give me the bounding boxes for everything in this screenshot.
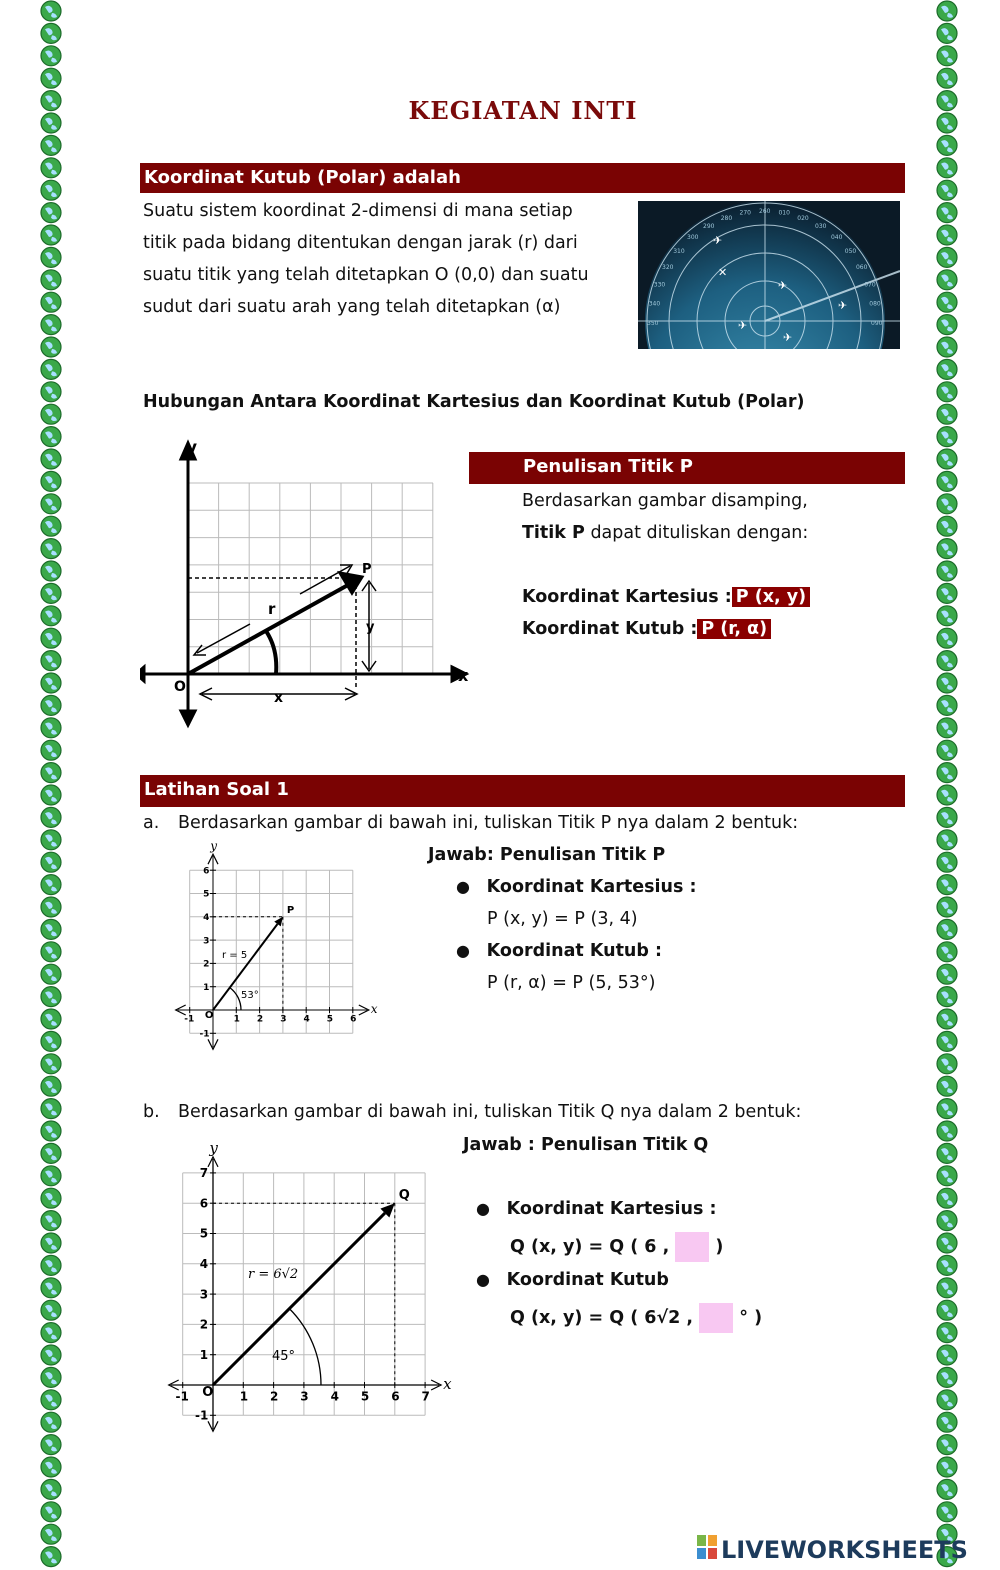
radar-tick-label: 060 bbox=[855, 264, 868, 271]
globe-icon bbox=[41, 1457, 61, 1477]
polar-definition-line: Suatu sistem koordinat 2-dimensi di mana setiap bbox=[143, 201, 573, 221]
answer-a-kutub bbox=[456, 935, 662, 967]
angle-value-label: 45° bbox=[272, 1349, 296, 1364]
globe-icon bbox=[937, 180, 957, 200]
globe-icon bbox=[937, 315, 957, 335]
globe-icon bbox=[41, 315, 61, 335]
plane-icon: ✈ bbox=[783, 331, 793, 344]
penulisan-header: Penulisan Titik P bbox=[469, 452, 905, 484]
globe-icon bbox=[937, 23, 957, 43]
globe-icon bbox=[41, 23, 61, 43]
globe-icon bbox=[41, 359, 61, 379]
polar-definition-line: titik pada bidang ditentukan dengan jarak (r) dari bbox=[143, 233, 578, 253]
answer-angle-input[interactable] bbox=[699, 1303, 733, 1333]
y-axis-label: y bbox=[210, 839, 218, 854]
plane-icon: ✈ bbox=[778, 279, 788, 292]
bullet-icon: ● bbox=[476, 1199, 490, 1218]
bullet-icon: ● bbox=[476, 1270, 490, 1289]
graph-a bbox=[172, 838, 392, 1058]
globe-icon bbox=[937, 1367, 957, 1387]
liveworksheets-watermark bbox=[697, 1531, 987, 1561]
cartesian-polar-diagram bbox=[140, 435, 470, 730]
radar-tick-label: 020 bbox=[797, 214, 809, 222]
globe-icon bbox=[937, 583, 957, 603]
globe-icon bbox=[937, 1255, 957, 1275]
question-b-text: Berdasarkan gambar di bawah ini, tuliskan Titik Q nya dalam 2 bentuk: bbox=[178, 1102, 802, 1122]
x-tick-label: 5 bbox=[360, 1389, 370, 1404]
globe-icon bbox=[41, 382, 61, 402]
globe-icon bbox=[937, 203, 957, 223]
radar-tick-label: 050 bbox=[844, 248, 857, 256]
y-tick-label: 3 bbox=[199, 1287, 209, 1302]
globe-icon bbox=[937, 1099, 957, 1119]
angle-arc bbox=[289, 1309, 321, 1385]
globe-icon bbox=[41, 1412, 61, 1432]
globe-icon bbox=[937, 1076, 957, 1096]
answer-b-kartesius-prefix: Q (x, y) = Q ( 6 , bbox=[510, 1237, 670, 1257]
answer-b-heading: Jawab : Penulisan Titik Q bbox=[463, 1135, 709, 1155]
globe-icon bbox=[41, 987, 61, 1007]
watermark-text: LIVEWORKSHEETS bbox=[721, 1536, 968, 1563]
globe-icon bbox=[41, 494, 61, 514]
globe-icon bbox=[41, 1547, 61, 1567]
y-distance-label: y bbox=[366, 620, 375, 635]
globe-icon bbox=[41, 1435, 61, 1455]
radar-tick-label: 080 bbox=[869, 300, 881, 308]
radar-tick-label: 070 bbox=[864, 281, 876, 289]
r-label: r bbox=[268, 600, 276, 618]
radar-tick-label: 280 bbox=[720, 214, 733, 222]
globe-icon bbox=[41, 1009, 61, 1029]
globe-icon bbox=[937, 158, 957, 178]
globe-icon bbox=[937, 1435, 957, 1455]
globe-icon bbox=[41, 471, 61, 491]
globe-icon bbox=[937, 628, 957, 648]
polar-definition-line: sudut dari suatu arah yang telah ditetapkan (α) bbox=[143, 297, 561, 317]
globe-icon bbox=[41, 785, 61, 805]
x-tick-label: 1 bbox=[233, 1014, 240, 1025]
globe-icon bbox=[41, 427, 61, 447]
globe-icon bbox=[41, 46, 61, 66]
y-tick-label: 1 bbox=[199, 1347, 209, 1362]
radar-tick-label: 310 bbox=[673, 248, 685, 256]
globe-icon bbox=[41, 404, 61, 424]
globe-icon bbox=[41, 1211, 61, 1231]
globe-icon bbox=[937, 382, 957, 402]
globe-icon bbox=[937, 1233, 957, 1253]
globe-icon bbox=[41, 449, 61, 469]
y-axis-label: y bbox=[209, 1138, 218, 1157]
globe-icon bbox=[937, 718, 957, 738]
angle-value-label: 53° bbox=[241, 990, 259, 1001]
axis-y-label: y bbox=[186, 438, 198, 458]
kartesius-value: P (x, y) bbox=[732, 587, 810, 607]
x-tick-label: -1 bbox=[184, 1014, 195, 1025]
x-tick-label: 2 bbox=[256, 1014, 264, 1025]
globe-icon bbox=[937, 1345, 957, 1365]
question-a-marker: a. bbox=[143, 813, 160, 833]
globe-icon bbox=[937, 1188, 957, 1208]
latihan-header: Latihan Soal 1 bbox=[140, 775, 905, 807]
kutub-value: P (r, α) bbox=[697, 619, 771, 639]
globe-icon bbox=[41, 180, 61, 200]
kartesius-row bbox=[522, 581, 810, 613]
answer-b-kartesius bbox=[476, 1193, 716, 1225]
globe-icon bbox=[937, 1121, 957, 1141]
plane-icon: ✈ bbox=[713, 234, 723, 247]
y-tick-label: 7 bbox=[199, 1166, 209, 1181]
globe-icon bbox=[937, 1143, 957, 1163]
globe-icon bbox=[41, 1188, 61, 1208]
globe-icon bbox=[41, 1479, 61, 1499]
titik-p-text: Titik P bbox=[522, 523, 585, 543]
globe-icon bbox=[937, 247, 957, 267]
point-label: P bbox=[286, 904, 295, 916]
globe-icon bbox=[937, 942, 957, 962]
kutub-row bbox=[522, 613, 771, 645]
answer-a-kartesius-label: Koordinat Kartesius : bbox=[486, 877, 697, 897]
plane-icon: ✕ bbox=[718, 266, 728, 279]
y-tick-label: -1 bbox=[195, 1408, 209, 1423]
globe-icon bbox=[937, 1457, 957, 1477]
globe-icon bbox=[41, 807, 61, 827]
globe-icon bbox=[41, 270, 61, 290]
globe-icon bbox=[937, 337, 957, 357]
globe-icon bbox=[41, 1323, 61, 1343]
penulisan-line1: Berdasarkan gambar disamping, bbox=[522, 491, 808, 511]
answer-b-kartesius-suffix: ) bbox=[715, 1237, 724, 1257]
globe-icon bbox=[937, 1278, 957, 1298]
globe-icon bbox=[937, 46, 957, 66]
x-distance-label: x bbox=[274, 690, 284, 706]
bullet-icon: ● bbox=[456, 877, 470, 896]
globe-icon bbox=[41, 1143, 61, 1163]
globe-icon bbox=[41, 1031, 61, 1051]
left-globe-border bbox=[38, 0, 64, 1570]
x-tick-label: 5 bbox=[326, 1014, 334, 1025]
polar-definition bbox=[143, 195, 623, 323]
r-value-label: r = 6√2 bbox=[248, 1267, 299, 1282]
penulisan-line2 bbox=[522, 517, 808, 549]
globe-icon bbox=[937, 875, 957, 895]
globe-icon bbox=[41, 1099, 61, 1119]
globe-icon bbox=[937, 1300, 957, 1320]
answer-b-kutub-suffix: ° ) bbox=[739, 1308, 763, 1328]
bullet-icon: ● bbox=[456, 941, 470, 960]
x-tick-label: 3 bbox=[300, 1389, 309, 1404]
r-value-label: r = 5 bbox=[222, 950, 248, 961]
origin-label: O bbox=[204, 1010, 214, 1022]
radar-tick-label: 320 bbox=[662, 264, 674, 271]
globe-icon bbox=[937, 1412, 957, 1432]
x-axis-label: x bbox=[443, 1375, 452, 1394]
globe-icon bbox=[937, 359, 957, 379]
globe-icon bbox=[937, 785, 957, 805]
globe-icon bbox=[41, 628, 61, 648]
vector-r bbox=[213, 1213, 385, 1385]
globe-icon bbox=[937, 1502, 957, 1522]
globe-icon bbox=[937, 404, 957, 424]
question-b-marker: b. bbox=[143, 1102, 160, 1122]
globe-icon bbox=[937, 1211, 957, 1231]
globe-icon bbox=[937, 1166, 957, 1186]
globe-icon bbox=[937, 471, 957, 491]
globe-icon bbox=[41, 337, 61, 357]
globe-icon bbox=[937, 1479, 957, 1499]
globe-icon bbox=[41, 203, 61, 223]
answer-a-kartesius-value: P (x, y) = P (3, 4) bbox=[487, 909, 638, 929]
origin-label: O bbox=[174, 679, 186, 695]
x-tick-label: 4 bbox=[330, 1389, 339, 1404]
globe-icon bbox=[41, 539, 61, 559]
globe-icon bbox=[937, 1390, 957, 1410]
radar-image bbox=[638, 201, 900, 349]
answer-a-kutub-value: P (r, α) = P (5, 53°) bbox=[487, 973, 656, 993]
y-tick-label: 4 bbox=[203, 912, 210, 923]
globe-icon bbox=[41, 516, 61, 536]
y-tick-label: 2 bbox=[203, 959, 210, 970]
answer-b-kutub-row bbox=[510, 1302, 762, 1334]
globe-icon bbox=[41, 1390, 61, 1410]
y-tick-label: 6 bbox=[199, 1196, 209, 1211]
x-tick-label: 4 bbox=[303, 1014, 310, 1025]
globe-icon bbox=[937, 135, 957, 155]
radar-tick-label: 330 bbox=[653, 281, 666, 289]
plane-icon: ✈ bbox=[838, 299, 848, 312]
globe-icon bbox=[937, 673, 957, 693]
globe-icon bbox=[41, 763, 61, 783]
globe-icon bbox=[41, 964, 61, 984]
globe-icon bbox=[937, 1054, 957, 1074]
globe-icon bbox=[41, 1300, 61, 1320]
globe-icon bbox=[937, 919, 957, 939]
globe-icon bbox=[937, 852, 957, 872]
x-tick-label: 6 bbox=[391, 1389, 400, 1404]
globe-icon bbox=[41, 1054, 61, 1074]
radar-tick-label: 090 bbox=[871, 320, 883, 327]
y-tick-label: 5 bbox=[199, 1226, 209, 1241]
answer-b-kutub-label: Koordinat Kutub bbox=[506, 1270, 669, 1290]
answer-b-kutub-prefix: Q (x, y) = Q ( 6√2 , bbox=[510, 1308, 694, 1328]
globe-icon bbox=[41, 875, 61, 895]
globe-icon bbox=[937, 807, 957, 827]
globe-icon bbox=[937, 427, 957, 447]
globe-icon bbox=[937, 651, 957, 671]
globe-icon bbox=[937, 270, 957, 290]
globe-icon bbox=[937, 830, 957, 850]
globe-icon bbox=[937, 561, 957, 581]
globe-icon bbox=[937, 449, 957, 469]
globe-icon bbox=[937, 225, 957, 245]
globe-icon bbox=[937, 763, 957, 783]
globe-icon bbox=[937, 494, 957, 514]
radar-tick-label: 040 bbox=[830, 234, 843, 242]
globe-icon bbox=[41, 830, 61, 850]
y-tick-label: 5 bbox=[203, 889, 210, 900]
globe-icon bbox=[41, 852, 61, 872]
globe-icon bbox=[41, 1255, 61, 1275]
answer-a-kartesius bbox=[456, 871, 696, 903]
x-tick-label: 1 bbox=[239, 1389, 249, 1404]
globe-icon bbox=[937, 68, 957, 88]
answer-b-kutub bbox=[476, 1264, 669, 1296]
globe-icon bbox=[41, 561, 61, 581]
answer-a-kutub-label: Koordinat Kutub : bbox=[486, 941, 663, 961]
answer-y-input[interactable] bbox=[675, 1232, 709, 1262]
globe-icon bbox=[41, 673, 61, 693]
globe-icon bbox=[937, 292, 957, 312]
globe-icon bbox=[41, 158, 61, 178]
penulisan-line2-rest: dapat dituliskan dengan: bbox=[590, 523, 809, 543]
globe-icon bbox=[41, 1502, 61, 1522]
globe-icon bbox=[41, 1121, 61, 1141]
globe-icon bbox=[41, 1076, 61, 1096]
radar-tick-label: 010 bbox=[778, 209, 790, 217]
globe-icon bbox=[41, 942, 61, 962]
axis-x-label: x bbox=[458, 666, 469, 685]
x-tick-label: 6 bbox=[350, 1014, 357, 1025]
x-tick-label: -1 bbox=[175, 1389, 189, 1404]
globe-icon bbox=[41, 135, 61, 155]
y-tick-label: 6 bbox=[203, 866, 210, 877]
relation-heading: Hubungan Antara Koordinat Kartesius dan Koordinat Kutub (Polar) bbox=[143, 392, 805, 412]
y-tick-label: 4 bbox=[199, 1257, 209, 1271]
polar-definition-line: suatu titik yang telah ditetapkan O (0,0) dan suatu bbox=[143, 265, 589, 285]
x-tick-label: 7 bbox=[421, 1389, 430, 1404]
radar-tick-label: 270 bbox=[739, 209, 752, 217]
point-label: Q bbox=[398, 1188, 410, 1204]
radar-tick-label: 290 bbox=[703, 223, 715, 231]
y-tick-label: 3 bbox=[203, 936, 210, 947]
radar-tick-label: 030 bbox=[815, 223, 827, 231]
globe-icon bbox=[41, 651, 61, 671]
point-p-label: P bbox=[362, 562, 372, 577]
kutub-label: Koordinat Kutub : bbox=[522, 619, 698, 639]
plane-icon: ✈ bbox=[738, 319, 748, 332]
right-globe-border bbox=[934, 0, 960, 1570]
globe-icon bbox=[41, 225, 61, 245]
globe-icon bbox=[41, 68, 61, 88]
globe-icon bbox=[937, 695, 957, 715]
globe-icon bbox=[41, 1, 61, 21]
y-tick-label: 1 bbox=[203, 982, 210, 993]
globe-icon bbox=[41, 718, 61, 738]
globe-icon bbox=[41, 1524, 61, 1544]
graph-b bbox=[150, 1118, 480, 1448]
radar-tick-label: 260 bbox=[759, 208, 771, 215]
globe-icon bbox=[41, 606, 61, 626]
y-tick-label: 2 bbox=[199, 1317, 209, 1332]
x-tick-label: 2 bbox=[270, 1389, 279, 1404]
globe-icon bbox=[41, 1166, 61, 1186]
question-a-text: Berdasarkan gambar di bawah ini, tuliskan Titik P nya dalam 2 bentuk: bbox=[178, 813, 799, 833]
globe-icon bbox=[41, 583, 61, 603]
globe-icon bbox=[937, 1, 957, 21]
globe-icon bbox=[41, 1233, 61, 1253]
answer-a-heading: Jawab: Penulisan Titik P bbox=[428, 845, 666, 865]
angle-arc bbox=[230, 988, 241, 1010]
globe-icon bbox=[937, 516, 957, 536]
globe-icon bbox=[41, 1278, 61, 1298]
globe-icon bbox=[937, 606, 957, 626]
globe-icon bbox=[41, 1367, 61, 1387]
globe-icon bbox=[41, 292, 61, 312]
globe-icon bbox=[937, 740, 957, 760]
globe-icon bbox=[41, 247, 61, 267]
answer-b-kartesius-label: Koordinat Kartesius : bbox=[506, 1199, 717, 1219]
kartesius-label: Koordinat Kartesius : bbox=[522, 587, 732, 607]
page-title: KEGIATAN INTI bbox=[408, 96, 638, 125]
radar-tick-label: 340 bbox=[648, 300, 661, 308]
x-axis-label: x bbox=[370, 1002, 378, 1017]
answer-b-kartesius-row bbox=[510, 1231, 723, 1263]
origin-label: O bbox=[202, 1384, 214, 1400]
polar-section-header: Koordinat Kutub (Polar) adalah bbox=[140, 163, 905, 193]
globe-icon bbox=[41, 897, 61, 917]
globe-icon bbox=[937, 964, 957, 984]
globe-icon bbox=[937, 539, 957, 559]
globe-icon bbox=[937, 1009, 957, 1029]
globe-icon bbox=[41, 1345, 61, 1365]
x-tick-label: 3 bbox=[280, 1014, 287, 1025]
globe-icon bbox=[41, 695, 61, 715]
globe-icon bbox=[937, 1031, 957, 1051]
globe-icon bbox=[937, 897, 957, 917]
globe-icon bbox=[41, 740, 61, 760]
radar-tick-label: 300 bbox=[687, 234, 699, 242]
globe-icon bbox=[937, 987, 957, 1007]
globe-icon bbox=[937, 1323, 957, 1343]
y-tick-label: -1 bbox=[199, 1029, 210, 1040]
globe-icon bbox=[41, 919, 61, 939]
radar-tick-label: 350 bbox=[647, 320, 659, 327]
